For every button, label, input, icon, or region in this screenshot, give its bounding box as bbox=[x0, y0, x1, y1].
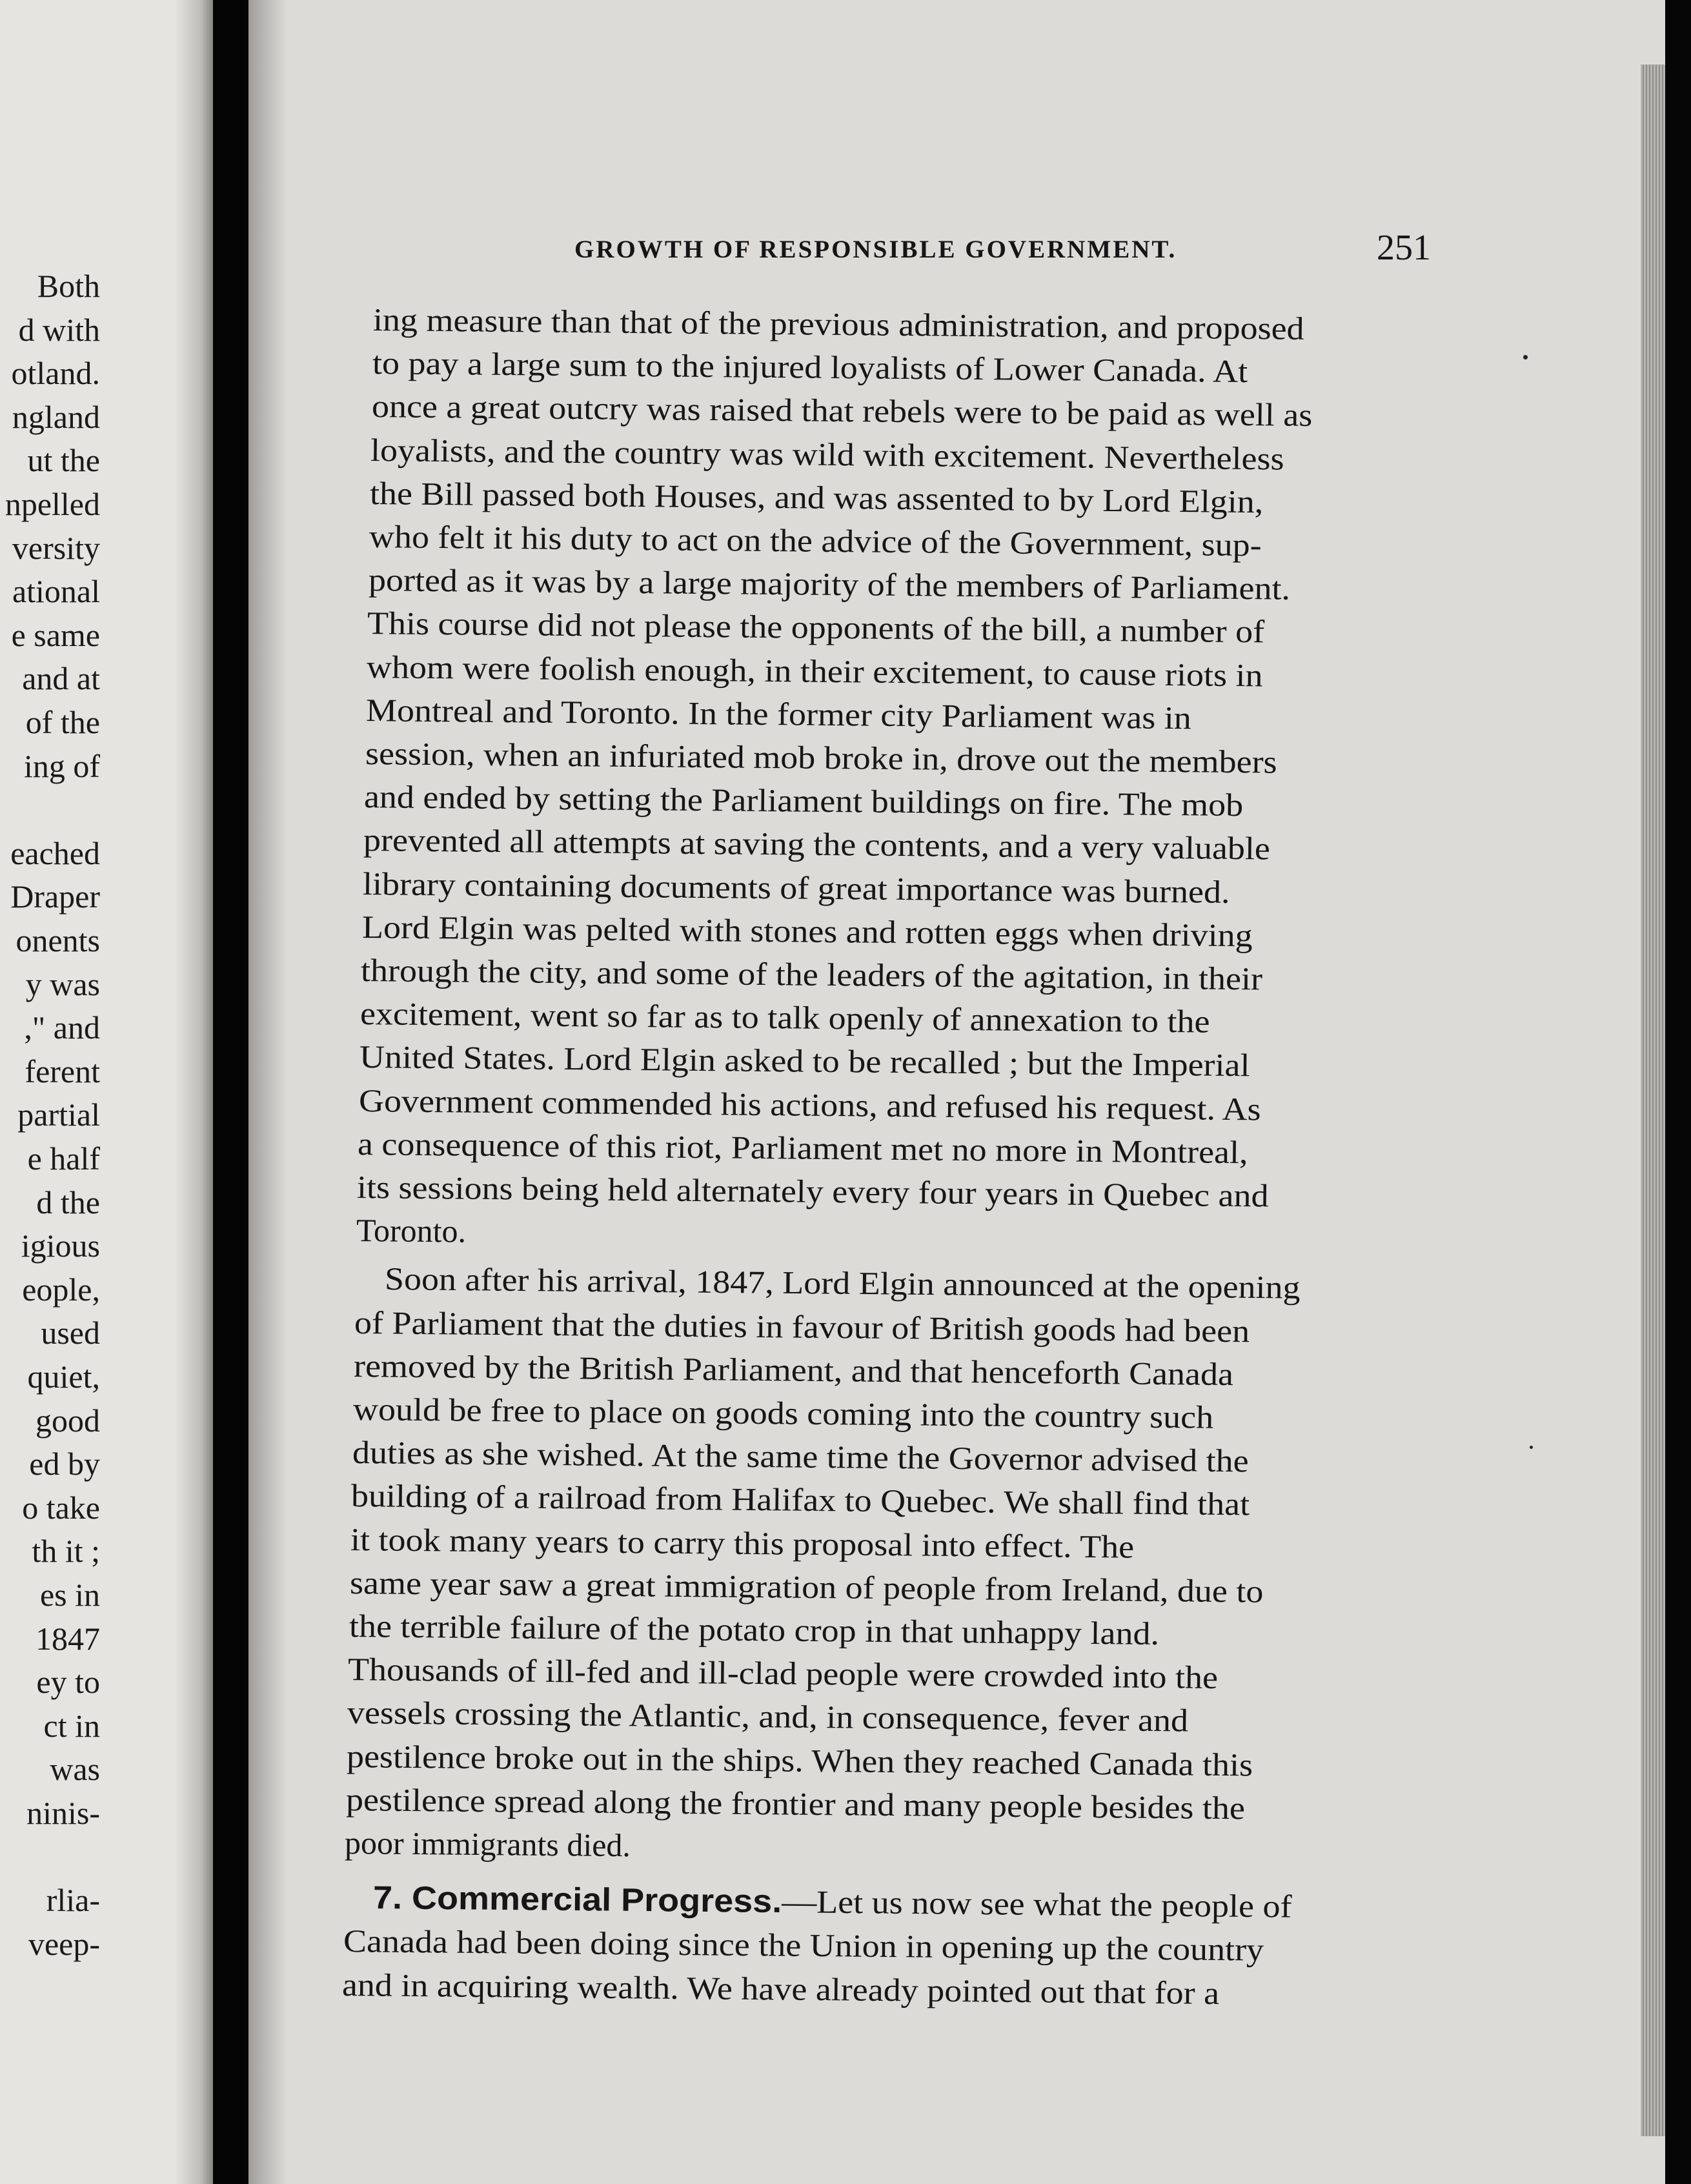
body-line: and in acquiring wealth. We have already pointed out that for a bbox=[341, 1966, 1220, 2011]
previous-page-line: veep- bbox=[28, 1925, 100, 1962]
body-line: excitement, went so far as to talk openly of annexation to the bbox=[359, 995, 1210, 1040]
body-line: loyalists, and the country was wild with excitement. Nevertheless bbox=[370, 431, 1285, 477]
section-text-start: —Let us now see what the people of bbox=[781, 1883, 1292, 1925]
body-line: prevented all attempts at saving the contents, and a very valuable bbox=[363, 822, 1271, 867]
body-line: This course did not please the opponents of the bill, a number of bbox=[367, 605, 1265, 650]
previous-page-line: was bbox=[50, 1751, 100, 1788]
previous-page-line: versity bbox=[12, 529, 100, 566]
body-line: the terrible failure of the potato crop in that unhappy land. bbox=[349, 1608, 1159, 1652]
body-line: Soon after his arrival, 1847, Lord Elgin announced at the opening bbox=[384, 1260, 1301, 1306]
body-line: removed by the British Parliament, and that henceforth Canada bbox=[353, 1347, 1234, 1392]
body-line: session, when an infuriated mob broke in, drove out the members bbox=[365, 735, 1277, 780]
body-line: building of a railroad from Halifax to Quebec. We shall find that bbox=[351, 1477, 1250, 1522]
previous-page-line: ut the bbox=[27, 442, 100, 479]
body-line: of Parliament that the duties in favour of British goods had been bbox=[354, 1304, 1250, 1349]
body-line: whom were foolish enough, in their excitement, to cause riots in bbox=[366, 648, 1263, 693]
previous-page-line: ," and bbox=[24, 1009, 100, 1046]
previous-page-line: y was bbox=[25, 966, 100, 1002]
body-line: its sessions being held alternately every four years in Quebec and bbox=[356, 1169, 1269, 1214]
page-number: 251 bbox=[1377, 228, 1431, 268]
body-line: once a great outcry was raised that rebels were to be paid as well as bbox=[371, 388, 1313, 434]
body-line: Lord Elgin was pelted with stones and rotten eggs when driving bbox=[361, 908, 1253, 954]
previous-page-line: of the bbox=[25, 704, 100, 740]
body-line: library containing documents of great importance was burned. bbox=[362, 865, 1230, 910]
previous-page-line: ct in bbox=[43, 1707, 100, 1744]
body-line: ing measure than that of the previous administration, and proposed bbox=[372, 301, 1304, 347]
previous-page-line: otland. bbox=[11, 355, 100, 392]
page-251 bbox=[248, 0, 1665, 2184]
page-fold-shadow bbox=[248, 0, 287, 2184]
previous-page-line: eople, bbox=[22, 1271, 100, 1308]
previous-page-line: partial bbox=[17, 1097, 100, 1133]
previous-page-line: ferent bbox=[25, 1053, 100, 1089]
book-gutter bbox=[213, 0, 248, 2184]
running-head: GROWTH OF RESPONSIBLE GOVERNMENT. bbox=[574, 236, 1177, 263]
body-line: pestilence broke out in the ships. When they reached Canada this bbox=[346, 1737, 1253, 1783]
body-line: Government commended his actions, and refused his request. As bbox=[358, 1082, 1261, 1127]
previous-page-line: 1847 bbox=[35, 1620, 100, 1657]
body-line: and ended by setting the Parliament buildings on fire. The mob bbox=[364, 778, 1244, 824]
body-line: the Bill passed both Houses, and was assented to by Lord Elgin, bbox=[369, 474, 1264, 520]
previous-page-line: d with bbox=[18, 311, 100, 348]
previous-page-line: e same bbox=[11, 616, 100, 653]
body-line: it took many years to carry this proposal into effect. The bbox=[350, 1521, 1135, 1565]
previous-page-line: th it ; bbox=[32, 1533, 100, 1570]
previous-page-line: igious bbox=[21, 1228, 100, 1264]
previous-page-line: ing of bbox=[23, 747, 100, 784]
previous-page-line: quiet, bbox=[27, 1359, 100, 1395]
previous-page-line: ational bbox=[12, 573, 100, 610]
section-heading: 7. Commercial Progress. bbox=[372, 1879, 782, 1920]
section-first-line bbox=[373, 1881, 1292, 1923]
previous-page-line: and at bbox=[22, 660, 100, 697]
previous-page-line: ngland bbox=[12, 398, 100, 435]
previous-page-line: Both bbox=[37, 268, 100, 304]
body-line: through the city, and some of the leaders of the agitation, in their bbox=[361, 952, 1263, 997]
body-line: Toronto. bbox=[356, 1212, 467, 1249]
body-line: a consequence of this riot, Parliament met no more in Montreal, bbox=[358, 1125, 1249, 1171]
body-line: same year saw a great immigration of people from Ireland, due to bbox=[349, 1564, 1264, 1610]
body-line: United States. Lord Elgin asked to be recalled ; but the Imperial bbox=[359, 1038, 1250, 1084]
dust-speck bbox=[1530, 1446, 1533, 1449]
previous-page-line: es in bbox=[39, 1577, 100, 1613]
previous-page-line: rlia- bbox=[46, 1882, 100, 1919]
page-fold-shadow bbox=[174, 0, 213, 2184]
previous-page-line: good bbox=[35, 1402, 100, 1439]
dust-speck bbox=[1523, 355, 1528, 359]
previous-page-fragment bbox=[0, 0, 213, 2184]
body-line: Montreal and Toronto. In the former city Parliament was in bbox=[365, 691, 1191, 736]
body-line: poor immigrants died. bbox=[345, 1825, 631, 1864]
body-line: would be free to place on goods coming into the country such bbox=[352, 1391, 1214, 1435]
previous-page-line: ey to bbox=[36, 1664, 100, 1701]
previous-page-line: eached bbox=[10, 834, 100, 871]
body-line: to pay a large sum to the injured loyalists of Lower Canada. At bbox=[372, 345, 1248, 390]
body-line: vessels crossing the Atlantic, and, in consequence, fever and bbox=[347, 1694, 1189, 1739]
previous-page-line: npelled bbox=[5, 486, 100, 522]
previous-page-line: d the bbox=[36, 1184, 100, 1220]
body-line: who felt it his duty to act on the advice of the Government, sup- bbox=[369, 518, 1262, 563]
previous-page-line: Draper bbox=[10, 878, 100, 915]
body-line: Thousands of ill-fed and ill-clad people were crowded into the bbox=[348, 1651, 1219, 1696]
body-line: pestilence spread along the frontier and many people besides the bbox=[345, 1781, 1245, 1826]
previous-page-line: used bbox=[41, 1315, 100, 1351]
previous-page-line: onents bbox=[15, 922, 100, 958]
body-line: Canada had been doing since the Union in opening up the country bbox=[343, 1923, 1264, 1968]
body-line: duties as she wished. At the same time the Governor advised the bbox=[352, 1434, 1249, 1479]
previous-page-line: ed by bbox=[29, 1446, 100, 1482]
previous-page-line: o take bbox=[22, 1489, 100, 1526]
body-line: ported as it was by a large majority of the members of Parliament. bbox=[368, 561, 1290, 607]
previous-page-line: e half bbox=[27, 1140, 100, 1177]
page-edges bbox=[1641, 65, 1665, 2136]
previous-page-line: ninis- bbox=[26, 1795, 100, 1831]
